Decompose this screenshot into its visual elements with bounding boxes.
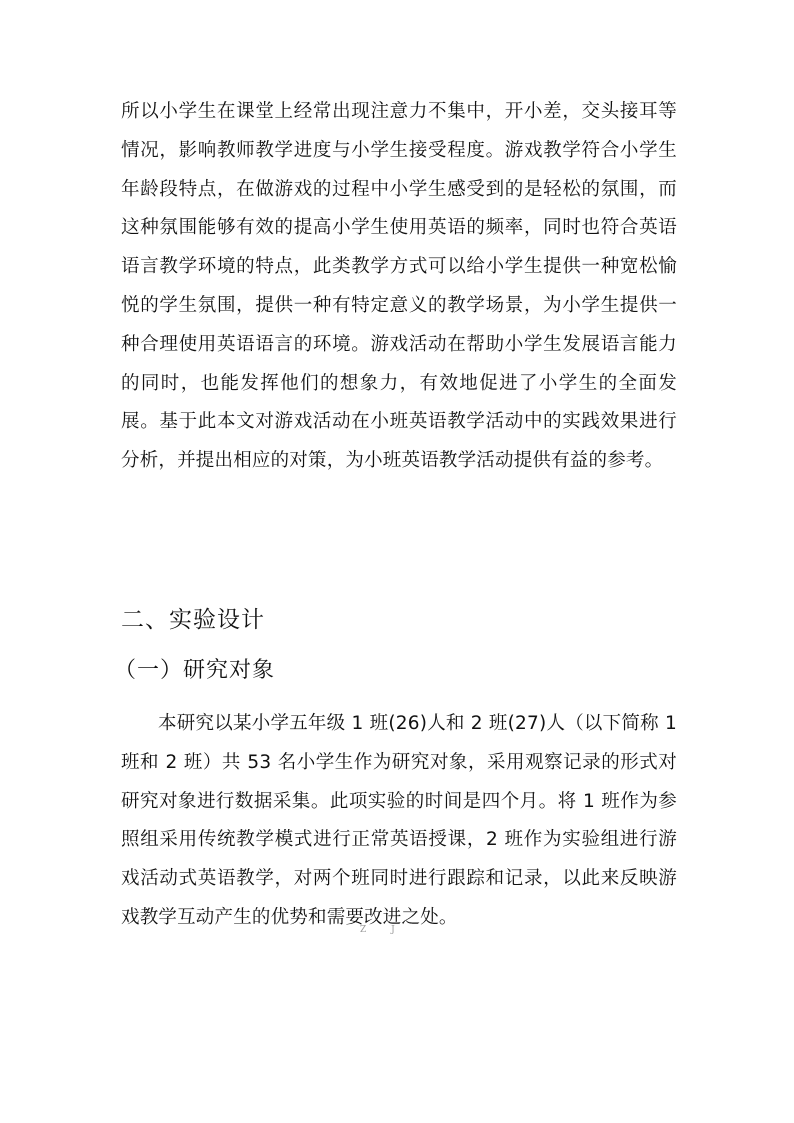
section-heading: 二、实验设计 — [121, 607, 265, 633]
method-paragraph: 本研究以某小学五年级 1 班(26)人和 2 班(27)人（以下简称 1 班和 2 班）共 53 名小学生作为研究对象，采用观察记录的形式对研究对象进行数据采集。此项实验的时间是四个月。将 1 班作为参照组采用传统教学模式进行正常英语授课，2 班作为实验组进行游戏活动式英语教学，对两个班同时进行跟踪和记录，以此来反映游戏教学互动产生的优势和需要改进之处。 — [121, 713, 677, 928]
intro-paragraph: 所以小学生在课堂上经常出现注意力不集中，开小差，交头接耳等情况，影响教师教学进度与小学生接受程度。游戏教学符合小学生年龄段特点，在做游戏的过程中小学生感受到的是轻松的氛围，而这种氛围能够有效的提高小学生使用英语的频率，同时也符合英语语言教学环境的特点，此类教学方式可以给小学生提供一种宽松愉悦的学生氛围，提供一种有特定意义的教学场景，为小学生提供一种合理使用英语语言的环境。游戏活动在帮助小学生发展语言能力的同时，也能发挥他们的想象力，有效地促进了小学生的全面发展。基于此本文对游戏活动在小班英语教学活动中的实践效果进行分析，并提出相应的对策，为小班英语教学活动提供有益的参考。 — [121, 101, 677, 472]
stray-marks: Z J — [360, 925, 395, 935]
subsection-heading: （一）研究对象 — [114, 658, 276, 683]
